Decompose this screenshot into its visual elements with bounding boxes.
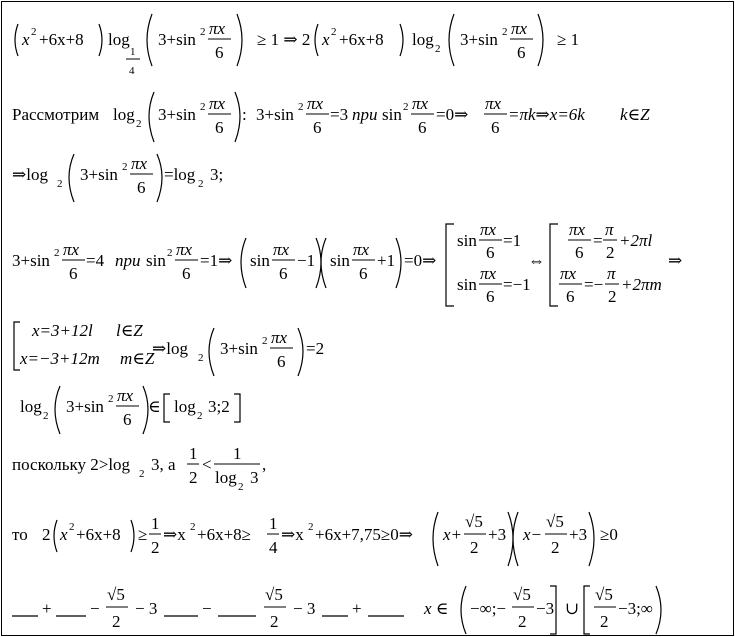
l1-base-num: 1 [130, 46, 136, 58]
l6-base: 2 [43, 410, 49, 422]
l8-h-den: 2 [151, 538, 160, 557]
l5-arg-pre: 3+sin [220, 339, 258, 358]
l8-arrow1: ⇒x [163, 525, 186, 544]
l8-p1-tail: +3 [488, 525, 507, 544]
l2-frac-den: 6 [215, 118, 224, 137]
l9-x-in: x ∈ [424, 599, 449, 618]
l4-p1-num: πx [273, 240, 290, 259]
l7-base: 2 [139, 468, 145, 480]
l7-f2-den-log: log [215, 468, 237, 487]
l4-end-arrow: ⇒ [668, 251, 683, 270]
l9-s2: − [90, 599, 100, 618]
l9-s3: − [202, 599, 212, 618]
l2-frac-num: πx [209, 94, 226, 113]
l4-sys2a-tail: +2πl [619, 231, 653, 250]
l4-sys2a-den: 6 [575, 243, 584, 262]
l7-f2-den-tail: 3 [250, 468, 259, 487]
l4-sys2b-num: πx [560, 264, 577, 283]
l4-sys2b-den: 6 [566, 287, 575, 306]
l4-eq4: =4 [86, 251, 105, 270]
l7-f1-num: 1 [189, 444, 198, 463]
l8-end: ≥0 [600, 525, 618, 544]
l2-res-num: πx [485, 94, 502, 113]
l4-sys1b-num: πx [480, 264, 497, 283]
l4-p2-num: πx [353, 240, 370, 259]
l2-eq-frac-den: 6 [313, 118, 322, 137]
l4-p2-sin: sin [330, 251, 350, 270]
l4-sys1b-tail: =−1 [503, 275, 531, 294]
l9-i1-den: 2 [518, 612, 527, 631]
l4-p2-tail: +1 [377, 251, 396, 270]
l7-f1-den: 2 [189, 468, 198, 487]
l1-rrest: +6x+8 [339, 30, 384, 49]
line-6-range [2, 384, 733, 434]
l9-i2-tail: −3;∞ [618, 599, 653, 618]
l2-colon: : [242, 105, 247, 124]
l8-x2-exp: 2 [190, 521, 196, 533]
l8-p2-num: √5 [546, 512, 564, 531]
l4-exp: 2 [54, 247, 60, 259]
l2-eq-zero: =0⇒ [436, 105, 469, 124]
l9-i2-den: 2 [600, 612, 609, 631]
l7-lt: < [202, 455, 212, 474]
l8-x-exp: 2 [69, 521, 75, 533]
l2-sin2-exp: 2 [403, 101, 409, 113]
l6-seg-base: 2 [197, 410, 203, 422]
l4-sys2b-rnum: π [607, 264, 616, 283]
l3-arg-pre: 3+sin [80, 165, 118, 184]
l8-p1-x: x+ [443, 525, 463, 544]
l8-h-num: 1 [151, 514, 160, 533]
l3-arg-exp: 2 [122, 161, 128, 173]
l4-p1-den: 6 [279, 264, 288, 283]
line-1-inequality [2, 2, 733, 82]
l2-log-base: 2 [136, 118, 142, 130]
l2-eq-exp: 2 [298, 101, 304, 113]
l4-sys1a-tail: =1 [503, 231, 522, 250]
l2-eq-mid: =3 [330, 105, 349, 124]
l9-n1-tail: − 3 [135, 599, 158, 618]
line-9-signs-answer [2, 572, 733, 634]
l8-rest2: +6x+8≥ [197, 525, 252, 544]
l4-sys2a-rnum: π [605, 220, 614, 239]
l4-sin: sin [146, 251, 166, 270]
l6-log: log [20, 397, 42, 416]
l3-tail-end: 3; [210, 165, 224, 184]
l4-sys1a-sin: sin [457, 231, 477, 250]
l7-tail: 3, а [151, 455, 176, 474]
l9-i2-num: √5 [595, 585, 613, 604]
l2-arg-exp: 2 [200, 101, 206, 113]
l5-frac-den: 6 [277, 352, 286, 371]
l6-frac-num: πx [117, 386, 134, 405]
l2-kz: k∈Z [620, 105, 650, 124]
l4-p2-den: 6 [359, 264, 368, 283]
l2-log: log [113, 105, 135, 124]
l4-pri: при [115, 251, 141, 270]
l2-eq-frac-num: πx [307, 94, 324, 113]
l1-ineq2: ≥ 1 [557, 30, 580, 49]
l5-arg-exp: 2 [262, 335, 268, 347]
l4-sin-den: 6 [182, 264, 191, 283]
l4-sin-num: πx [176, 240, 193, 259]
l1-frac2-num: πx [511, 19, 528, 38]
l4-sys2a-eq: = [593, 231, 603, 250]
l6-seg-tail: 3;2 [208, 397, 230, 416]
l9-n2-tail: − 3 [293, 599, 316, 618]
l5-base: 2 [198, 352, 204, 364]
l4-den: 6 [69, 264, 78, 283]
l4-eq0: =0⇒ [404, 251, 437, 270]
l1-frac-num: πx [209, 19, 226, 38]
l3-arrow: ⇒log [12, 165, 48, 184]
l8-to: то [12, 525, 28, 544]
l1-ineq: ≥ 1 ⇒ 2 [257, 30, 311, 49]
l4-sys1b-sin: sin [457, 275, 477, 294]
l8-rest: +6x+8 [76, 525, 121, 544]
l2-eq-pre: 3+sin [256, 105, 294, 124]
l8-rest3: +6x+7,75≥0⇒ [315, 525, 413, 544]
l1-arg-pre: 3+sin [158, 30, 196, 49]
l5-arrow: ⇒log [152, 339, 188, 358]
line-7-since [2, 442, 733, 498]
l8-q-num: 1 [269, 514, 278, 533]
l2-sin2-num: πx [412, 94, 429, 113]
l9-n2-num: √5 [265, 585, 283, 604]
l1-x: x [22, 30, 30, 49]
l8-p1-den: 2 [470, 538, 479, 557]
l8-p2-tail: +3 [569, 525, 588, 544]
l7-comma: , [262, 455, 267, 474]
l1-exp: 2 [31, 26, 37, 38]
l4-p1-tail: −1 [297, 251, 316, 270]
l1-log: log [108, 30, 130, 49]
l1-frac2-den: 6 [517, 43, 526, 62]
l1-rx: x [322, 30, 330, 49]
l4-p1-sin: sin [250, 251, 270, 270]
l1-log2: log [412, 30, 434, 49]
l5-frac-num: πx [271, 328, 288, 347]
l1-arg-exp: 2 [200, 26, 206, 38]
l4-sys2b-rden: 2 [608, 287, 617, 306]
l5-b-set: m∈Z [120, 349, 155, 368]
line-4-solve [2, 214, 733, 314]
l2-res-tail: =πk⇒x=6k [508, 105, 585, 124]
l8-p2-x: x− [523, 525, 543, 544]
l7-f2-num: 1 [233, 444, 242, 463]
l2-word: Рассмотрим [12, 105, 100, 124]
l4-sys1b-den: 6 [486, 287, 495, 306]
l8-x: x [60, 525, 68, 544]
l7-f2-den-base: 2 [238, 481, 244, 493]
l9-n1-num: √5 [107, 585, 125, 604]
l3-tail: =log [164, 165, 196, 184]
l6-seg-log: log [174, 397, 196, 416]
l8-ge: ≥ [138, 525, 148, 544]
l8-x3-exp: 2 [308, 521, 314, 533]
l5-a-set: l∈Z [116, 321, 143, 340]
line-3-log [2, 150, 733, 210]
l1-arg2-exp: 2 [502, 26, 508, 38]
l2-arg-pre: 3+sin [158, 105, 196, 124]
line-5-roots [2, 316, 733, 376]
l2-sin2: sin [382, 105, 402, 124]
l1-rest: +6x+8 [39, 30, 84, 49]
l8-q-den: 4 [269, 538, 278, 557]
l2-sin2-den: 6 [418, 118, 427, 137]
l4-pre: 3+sin [12, 251, 50, 270]
l2-res-den: 6 [491, 118, 500, 137]
l9-s4: + [352, 599, 362, 618]
l4-iff: ⇔ [528, 251, 545, 270]
l8-arrow2: ⇒x [281, 525, 304, 544]
l6-arg-pre: 3+sin [66, 397, 104, 416]
l4-sys2a-num: πx [569, 220, 586, 239]
l4-sys2b-eq: =− [584, 275, 604, 294]
l8-p1-num: √5 [465, 512, 483, 531]
l6-arg-exp: 2 [108, 393, 114, 405]
l5-b: x=−3+12m [20, 349, 100, 368]
l1-rexp: 2 [331, 26, 337, 38]
l7-word: поскольку 2>log [12, 455, 131, 474]
line-8-quadratic [2, 508, 733, 568]
l2-pri: при [352, 105, 378, 124]
l9-n1-den: 2 [112, 612, 121, 631]
l9-i1-a: −∞;− [470, 599, 507, 618]
l4-sys2b-tail: +2πm [621, 275, 662, 294]
l8-two: 2 [42, 525, 51, 544]
l4-sys2a-rden: 2 [606, 243, 615, 262]
l1-frac-den: 6 [215, 43, 224, 62]
l3-frac-num: πx [131, 154, 148, 173]
l9-union: ∪ [565, 599, 580, 618]
l5-a: x=3+12l [32, 321, 93, 340]
l5-tail: =2 [306, 339, 325, 358]
l9-n2-den: 2 [270, 612, 279, 631]
l9-s1: + [42, 599, 52, 618]
l4-sys1a-num: πx [480, 220, 497, 239]
l6-in: ∈ [148, 397, 161, 416]
solution-document [1, 1, 734, 636]
l8-p2-den: 2 [551, 538, 560, 557]
l1-arg2-pre: 3+sin [460, 30, 498, 49]
l4-num: πx [63, 240, 80, 259]
l4-eq1: =1⇒ [200, 251, 233, 270]
l6-frac-den: 6 [123, 410, 132, 429]
l9-i1-num: √5 [513, 585, 531, 604]
l4-sin-exp: 2 [167, 247, 173, 259]
l3-base: 2 [57, 178, 63, 190]
l3-tail-base: 2 [198, 178, 204, 190]
line-2-consider [2, 86, 733, 146]
l4-sys1a-den: 6 [486, 243, 495, 262]
l1-base-den: 4 [129, 65, 135, 77]
l3-frac-den: 6 [137, 178, 146, 197]
l1-log2-base: 2 [435, 43, 441, 55]
l9-i1-tail: −3 [536, 599, 555, 618]
